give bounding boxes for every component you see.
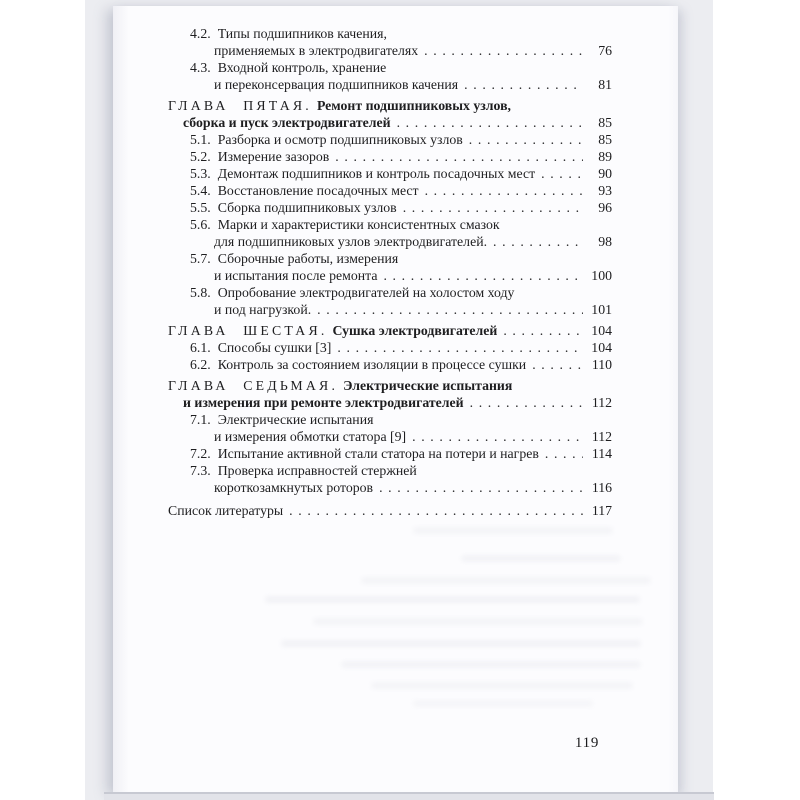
toc-entry-bibliography <box>168 502 612 519</box>
toc-entry-number: 5.2. <box>190 149 211 164</box>
dot-leader <box>383 267 583 284</box>
toc-entry-number: 7.1. <box>190 412 211 427</box>
toc-entry-number: 6.2. <box>190 357 211 372</box>
toc-page-number: 100 <box>591 268 612 283</box>
chapter-label: ГЛАВА СЕДЬМАЯ. <box>168 378 339 393</box>
dot-leader <box>397 114 583 131</box>
dot-leader <box>289 502 583 519</box>
dot-leader <box>545 445 583 462</box>
toc-entry-text: Сборка подшипниковых узлов <box>217 200 397 215</box>
chapter-title: сборка и пуск электродвигателей <box>183 115 391 130</box>
toc-entry-continuation <box>168 233 612 250</box>
toc-entry <box>168 25 612 42</box>
toc-entry-number: 4.3. <box>190 60 211 75</box>
toc-entry-text: применяемых в электродвигателях <box>214 43 419 58</box>
dot-leader <box>532 356 583 373</box>
toc-entry-number: 7.2. <box>190 446 211 461</box>
dot-leader <box>541 165 583 182</box>
toc-entry-text: Список литературы <box>168 503 284 518</box>
toc-entry <box>168 148 612 165</box>
toc-entry-text: и переконсервация подшипников качения <box>214 77 459 92</box>
toc-entry-number: 5.7. <box>190 251 211 266</box>
toc-entry-number: 4.2. <box>190 26 211 41</box>
toc-entry <box>168 250 612 267</box>
dot-leader <box>379 479 583 496</box>
toc-entry-text: для подшипниковых узлов электродвигателей. <box>214 234 488 249</box>
toc-entry-text: Разборка и осмотр подшипниковых узлов <box>217 132 463 147</box>
toc-chapter <box>168 377 612 394</box>
toc-page-number: 104 <box>591 340 612 355</box>
toc-entry-text: Испытание активной стали статора на потери и нагрев <box>217 446 539 461</box>
toc-entry-text: Электрические испытания <box>217 412 374 427</box>
dot-leader <box>317 301 583 318</box>
toc-page-number: 85 <box>598 132 612 147</box>
toc-entry-text: и под нагрузкой. <box>214 302 312 317</box>
toc-page-number: 89 <box>598 149 612 164</box>
toc-entry <box>168 462 612 479</box>
toc-entry <box>168 59 612 76</box>
chapter-title: Электрические испытания <box>343 378 513 393</box>
toc-entry-text: Типы подшипников качения, <box>217 26 387 41</box>
toc-entry-text: Измерение зазоров <box>217 149 330 164</box>
dot-leader <box>470 394 583 411</box>
toc-entry-text: Контроль за состоянием изоляции в процессе сушки <box>217 357 527 372</box>
chapter-label: ГЛАВА ПЯТАЯ. <box>168 98 312 113</box>
toc-entry-number: 6.1. <box>190 340 211 355</box>
toc-page-number: 93 <box>598 183 612 198</box>
toc-entry-text: Демонтаж подшипников и контроль посадочных мест <box>217 166 536 181</box>
toc-entry-number: 5.5. <box>190 200 211 215</box>
toc-entry-continuation <box>168 479 612 496</box>
toc-entry <box>168 284 612 301</box>
dot-leader <box>469 131 583 148</box>
toc-entry-number: 5.6. <box>190 217 211 232</box>
toc-entry-number: 5.4. <box>190 183 211 198</box>
toc-entry <box>168 339 612 356</box>
book-page <box>113 6 678 792</box>
toc-entry <box>168 411 612 428</box>
toc-page-number: 114 <box>591 446 612 461</box>
toc-page-number: 101 <box>591 302 612 317</box>
toc-chapter <box>168 322 612 339</box>
toc-page-number: 110 <box>591 357 612 372</box>
toc-entry-number: 7.3. <box>190 463 211 478</box>
toc-entry-text: Восстановление посадочных мест <box>217 183 419 198</box>
toc-chapter-continuation <box>168 394 612 411</box>
toc-page-number: 112 <box>591 429 612 444</box>
toc-entry-text: Марки и характеристики консистентных смазок <box>217 217 500 232</box>
toc-entry <box>168 216 612 233</box>
toc-page-number: 117 <box>591 503 612 518</box>
toc-entry-text: Проверка исправностей стержней <box>217 463 417 478</box>
toc-chapter <box>168 97 612 114</box>
dot-leader <box>403 199 583 216</box>
dot-leader <box>464 76 583 93</box>
toc-entry-text: Сборочные работы, измерения <box>217 251 399 266</box>
toc-page-number: 116 <box>591 480 612 495</box>
toc-entry-continuation <box>168 42 612 59</box>
dot-leader <box>335 148 583 165</box>
toc-entry-text: Способы сушки [3] <box>217 340 332 355</box>
toc-entry-number: 5.1. <box>190 132 211 147</box>
toc-chapter-continuation <box>168 114 612 131</box>
toc-entry-number: 5.3. <box>190 166 211 181</box>
toc-entry <box>168 165 612 182</box>
toc-entry-continuation <box>168 428 612 445</box>
chapter-title: и измерения при ремонте электродвигателей <box>183 395 464 410</box>
toc-entry <box>168 356 612 373</box>
toc-entry-continuation <box>168 76 612 93</box>
toc-entry-text: и измерения обмотки статора [9] <box>214 429 407 444</box>
dot-leader <box>337 339 583 356</box>
dot-leader <box>425 182 583 199</box>
toc-page-number: 81 <box>598 77 612 92</box>
dot-leader <box>424 42 583 59</box>
toc-page-number: 90 <box>598 166 612 181</box>
folio-page-number: 119 <box>574 735 600 751</box>
page-bottom-edge-shadow <box>104 792 714 800</box>
dot-leader <box>503 322 583 339</box>
toc-page-number: 98 <box>598 234 612 249</box>
toc-page-number: 85 <box>598 115 612 130</box>
toc-entry-text: Опробование электродвигателей на холостом ходу <box>217 285 515 300</box>
toc-entry <box>168 131 612 148</box>
toc-page-number: 96 <box>598 200 612 215</box>
table-of-contents <box>168 25 612 519</box>
chapter-title: Сушка электродвигателей <box>332 323 498 338</box>
toc-page-number: 104 <box>591 323 612 338</box>
toc-page-number: 112 <box>591 395 612 410</box>
toc-entry-text: короткозамкнутых роторов <box>214 480 374 495</box>
chapter-title: Ремонт подшипниковых узлов, <box>316 98 512 113</box>
toc-entry <box>168 199 612 216</box>
toc-page-number: 76 <box>598 43 612 58</box>
toc-entry-continuation <box>168 267 612 284</box>
toc-entry-continuation <box>168 301 612 318</box>
toc-entry-text: Входной контроль, хранение <box>217 60 387 75</box>
toc-entry <box>168 445 612 462</box>
toc-entry-text: и испытания после ремонта <box>214 268 378 283</box>
dot-leader <box>493 233 583 250</box>
chapter-label: ГЛАВА ШЕСТАЯ. <box>168 323 328 338</box>
dot-leader <box>412 428 583 445</box>
toc-entry-number: 5.8. <box>190 285 211 300</box>
toc-entry <box>168 182 612 199</box>
